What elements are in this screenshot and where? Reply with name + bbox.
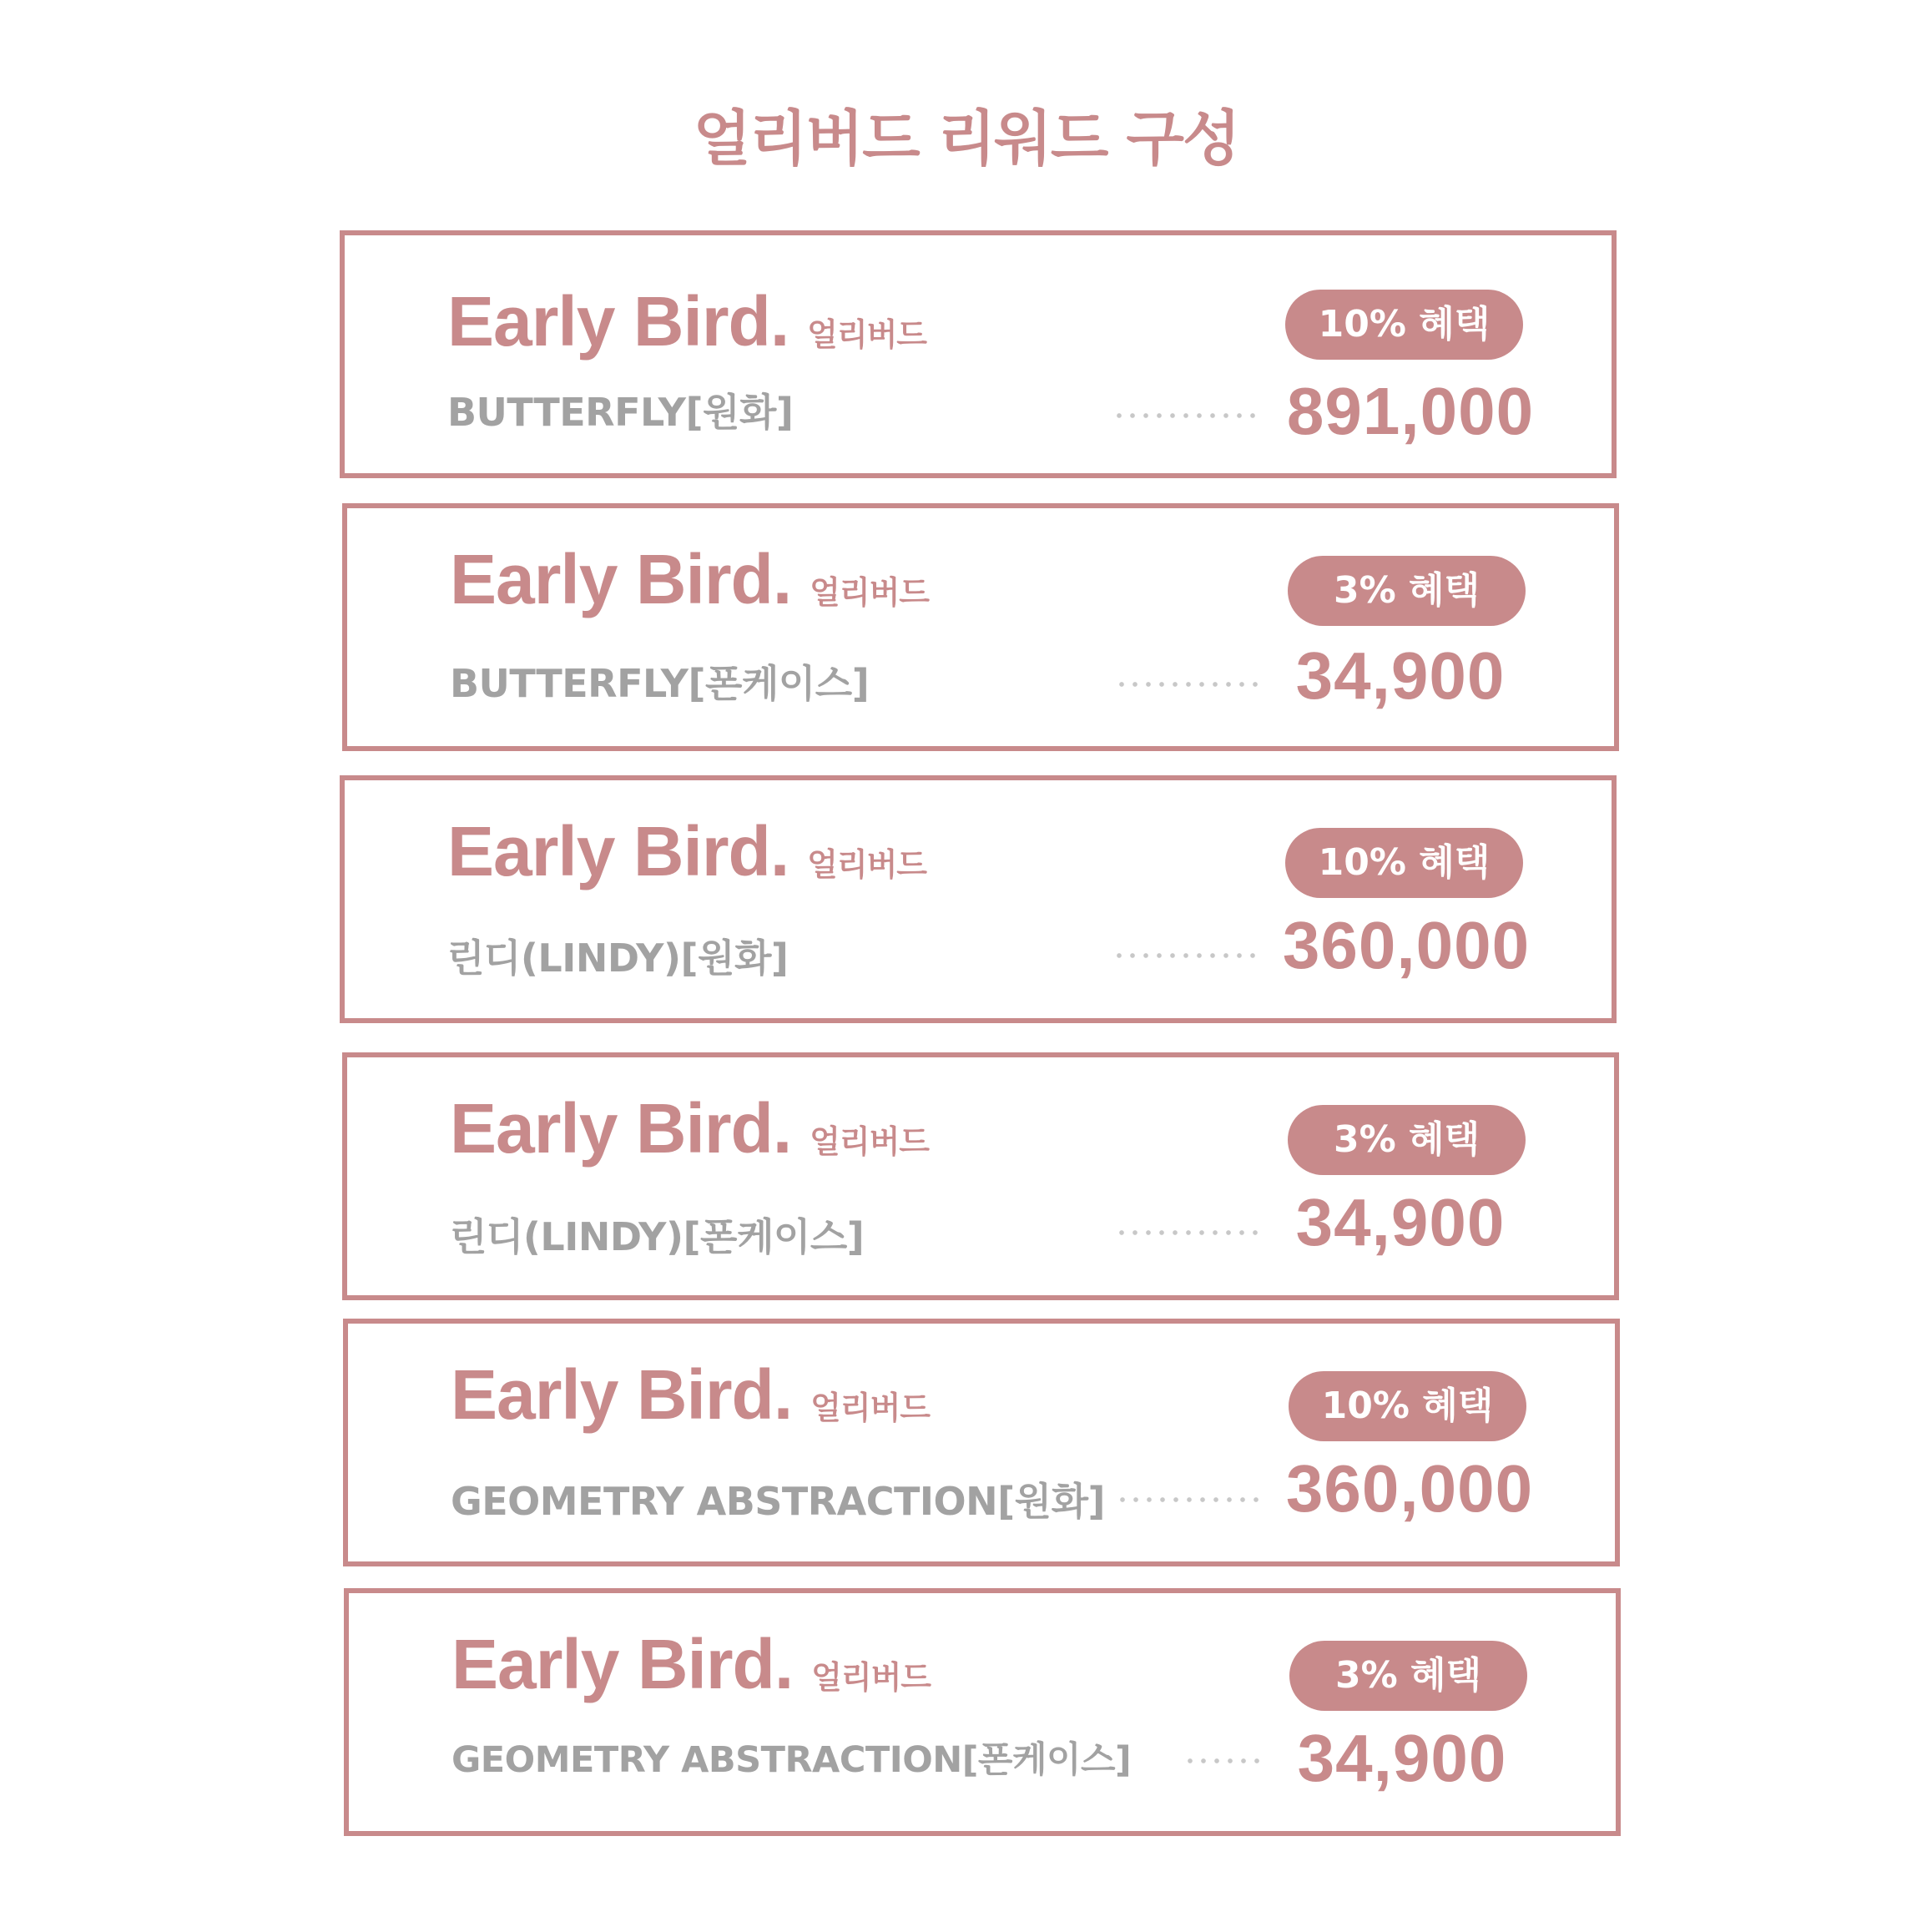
price: 34,900	[1295, 638, 1506, 713]
dotted-leader	[1183, 1758, 1267, 1763]
dotted-leader	[1115, 1230, 1265, 1235]
early-bird-heading	[447, 281, 926, 361]
page-title: 얼리버드 리워드 구성	[693, 103, 1239, 174]
reward-card-butterfly-phonecase[interactable]	[342, 503, 1619, 751]
early-bird-subtitle: 얼리버드	[810, 1390, 931, 1426]
dotted-leader	[1115, 682, 1265, 687]
dotted-leader	[1116, 1497, 1266, 1502]
reward-card-butterfly-original[interactable]	[340, 230, 1617, 478]
early-bird-heading	[450, 539, 929, 619]
dotted-leader	[1112, 413, 1263, 418]
early-bird-subtitle: 얼리버드	[810, 574, 930, 611]
reward-card-geometry-phonecase[interactable]	[344, 1588, 1621, 1836]
early-bird-title: Early Bird.	[447, 812, 789, 890]
reward-card-lindy-original[interactable]	[340, 775, 1617, 1023]
product-name: BUTTERFLY[폰케이스]	[450, 661, 870, 706]
reward-card-geometry-original[interactable]	[343, 1319, 1620, 1566]
price: 891,000	[1286, 374, 1535, 448]
discount-badge: 3% 혜택	[1288, 556, 1526, 626]
price: 360,000	[1285, 1451, 1534, 1526]
early-bird-heading	[451, 1354, 930, 1435]
early-bird-heading	[450, 1088, 929, 1168]
early-bird-title: Early Bird.	[451, 1355, 793, 1434]
discount-badge: 10% 혜택	[1285, 828, 1523, 898]
discount-badge: 10% 혜택	[1285, 290, 1523, 360]
product-name: GEOMETRY ABSTRACTION[원화]	[451, 1479, 1106, 1524]
early-bird-subtitle: 얼리버드	[810, 1123, 930, 1160]
price: 34,900	[1297, 1721, 1507, 1795]
early-bird-title: Early Bird.	[450, 1089, 792, 1168]
discount-badge: 10% 혜택	[1289, 1371, 1526, 1441]
product-name: 린디(LINDY)[원화]	[447, 936, 789, 981]
early-bird-heading	[451, 1624, 931, 1704]
price: 34,900	[1295, 1185, 1506, 1259]
early-bird-title: Early Bird.	[447, 282, 789, 361]
early-bird-subtitle: 얼리버드	[811, 1659, 931, 1696]
product-name: GEOMETRY ABSTRACTION[폰케이스]	[451, 1739, 1132, 1781]
early-bird-subtitle: 얼리버드	[807, 316, 927, 353]
product-name: 린디(LINDY)[폰케이스]	[450, 1214, 865, 1259]
price: 360,000	[1282, 908, 1531, 982]
discount-badge: 3% 혜택	[1289, 1641, 1527, 1711]
product-name: BUTTERFLY[원화]	[447, 390, 794, 435]
dotted-leader	[1112, 953, 1263, 958]
early-bird-subtitle: 얼리버드	[807, 846, 927, 883]
early-bird-title: Early Bird.	[451, 1625, 794, 1703]
early-bird-title: Early Bird.	[450, 540, 792, 618]
reward-card-lindy-phonecase[interactable]	[342, 1052, 1619, 1300]
early-bird-heading	[447, 811, 926, 891]
discount-badge: 3% 혜택	[1288, 1105, 1526, 1175]
